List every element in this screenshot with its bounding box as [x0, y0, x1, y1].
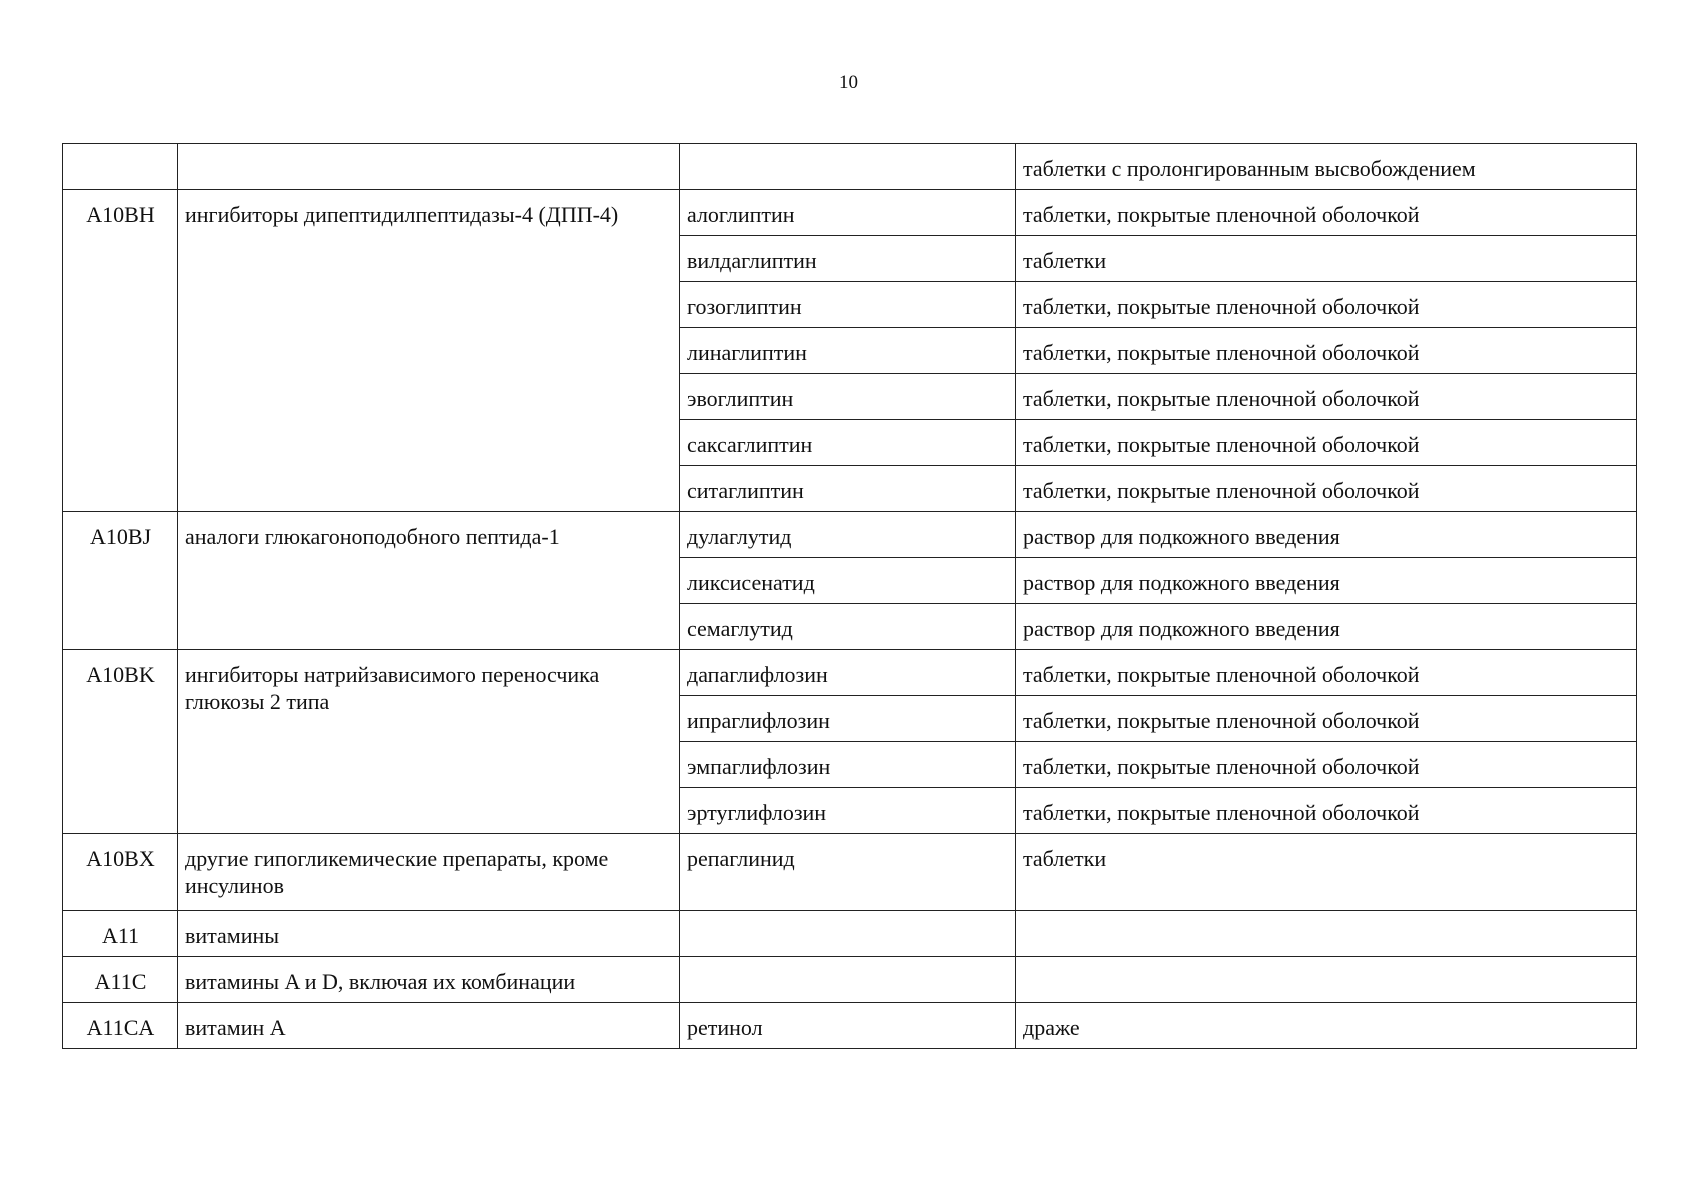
inn-cell: саксаглиптин — [680, 420, 1016, 466]
inn-cell: линаглиптин — [680, 328, 1016, 374]
dosage-form-cell: таблетки, покрытые пленочной оболочкой — [1016, 650, 1637, 696]
atc-code-cell: A10BK — [63, 650, 178, 834]
group-cell: витамины A и D, включая их комбинации — [178, 957, 680, 1003]
inn-cell: ситаглиптин — [680, 466, 1016, 512]
inn-cell: ретинол — [680, 1003, 1016, 1049]
inn-cell: репаглинид — [680, 834, 1016, 911]
inn-cell: дулаглутид — [680, 512, 1016, 558]
inn-cell: семаглутид — [680, 604, 1016, 650]
table-row — [63, 190, 1637, 236]
dosage-form-cell: раствор для подкожного введения — [1016, 604, 1637, 650]
dosage-form-cell: таблетки, покрытые пленочной оболочкой — [1016, 328, 1637, 374]
group-cell: ингибиторы натрийзависимого переносчика глюкозы 2 типа — [178, 650, 680, 834]
table-row — [63, 650, 1637, 696]
atc-code-cell: A10BJ — [63, 512, 178, 650]
atc-code-cell: A11CA — [63, 1003, 178, 1049]
atc-code-cell: A10BX — [63, 834, 178, 911]
dosage-form-cell: раствор для подкожного введения — [1016, 558, 1637, 604]
group-cell: другие гипогликемические препараты, кроме инсулинов — [178, 834, 680, 911]
group-cell: аналоги глюкагоноподобного пептида-1 — [178, 512, 680, 650]
inn-cell: эвоглиптин — [680, 374, 1016, 420]
dosage-form-cell: таблетки, покрытые пленочной оболочкой — [1016, 742, 1637, 788]
inn-cell: эмпаглифлозин — [680, 742, 1016, 788]
dosage-form-cell: таблетки с пролонгированным высвобождением — [1016, 144, 1637, 190]
table-row — [63, 144, 1637, 190]
dosage-form-cell: таблетки, покрытые пленочной оболочкой — [1016, 420, 1637, 466]
inn-cell — [680, 957, 1016, 1003]
atc-code-cell: A11C — [63, 957, 178, 1003]
dosage-form-cell: таблетки, покрытые пленочной оболочкой — [1016, 696, 1637, 742]
dosage-form-cell — [1016, 911, 1637, 957]
table-row — [63, 512, 1637, 558]
inn-cell: дапаглифлозин — [680, 650, 1016, 696]
table-row — [63, 957, 1637, 1003]
inn-cell — [680, 144, 1016, 190]
dosage-form-cell: таблетки, покрытые пленочной оболочкой — [1016, 374, 1637, 420]
inn-cell: гозоглиптин — [680, 282, 1016, 328]
dosage-form-cell — [1016, 957, 1637, 1003]
dosage-form-cell: таблетки, покрытые пленочной оболочкой — [1016, 190, 1637, 236]
atc-code-cell: A11 — [63, 911, 178, 957]
page-number: 10 — [839, 72, 858, 93]
group-cell: ингибиторы дипептидилпептидазы-4 (ДПП-4) — [178, 190, 680, 512]
dosage-form-cell: таблетки, покрытые пленочной оболочкой — [1016, 282, 1637, 328]
inn-cell: эртуглифлозин — [680, 788, 1016, 834]
inn-cell — [680, 911, 1016, 957]
table-row — [63, 1003, 1637, 1049]
inn-cell: вилдаглиптин — [680, 236, 1016, 282]
group-cell: витамины — [178, 911, 680, 957]
dosage-form-cell: таблетки — [1016, 236, 1637, 282]
inn-cell: ликсисенатид — [680, 558, 1016, 604]
table-row — [63, 834, 1637, 911]
dosage-form-cell: таблетки, покрытые пленочной оболочкой — [1016, 788, 1637, 834]
dosage-form-cell: таблетки — [1016, 834, 1637, 911]
group-cell — [178, 144, 680, 190]
atc-code-cell — [63, 144, 178, 190]
dosage-form-cell: таблетки, покрытые пленочной оболочкой — [1016, 466, 1637, 512]
drug-table — [62, 143, 1637, 1049]
dosage-form-cell: раствор для подкожного введения — [1016, 512, 1637, 558]
inn-cell: алоглиптин — [680, 190, 1016, 236]
dosage-form-cell: драже — [1016, 1003, 1637, 1049]
atc-code-cell: A10BH — [63, 190, 178, 512]
table-row — [63, 911, 1637, 957]
inn-cell: ипраглифлозин — [680, 696, 1016, 742]
group-cell: витамин A — [178, 1003, 680, 1049]
